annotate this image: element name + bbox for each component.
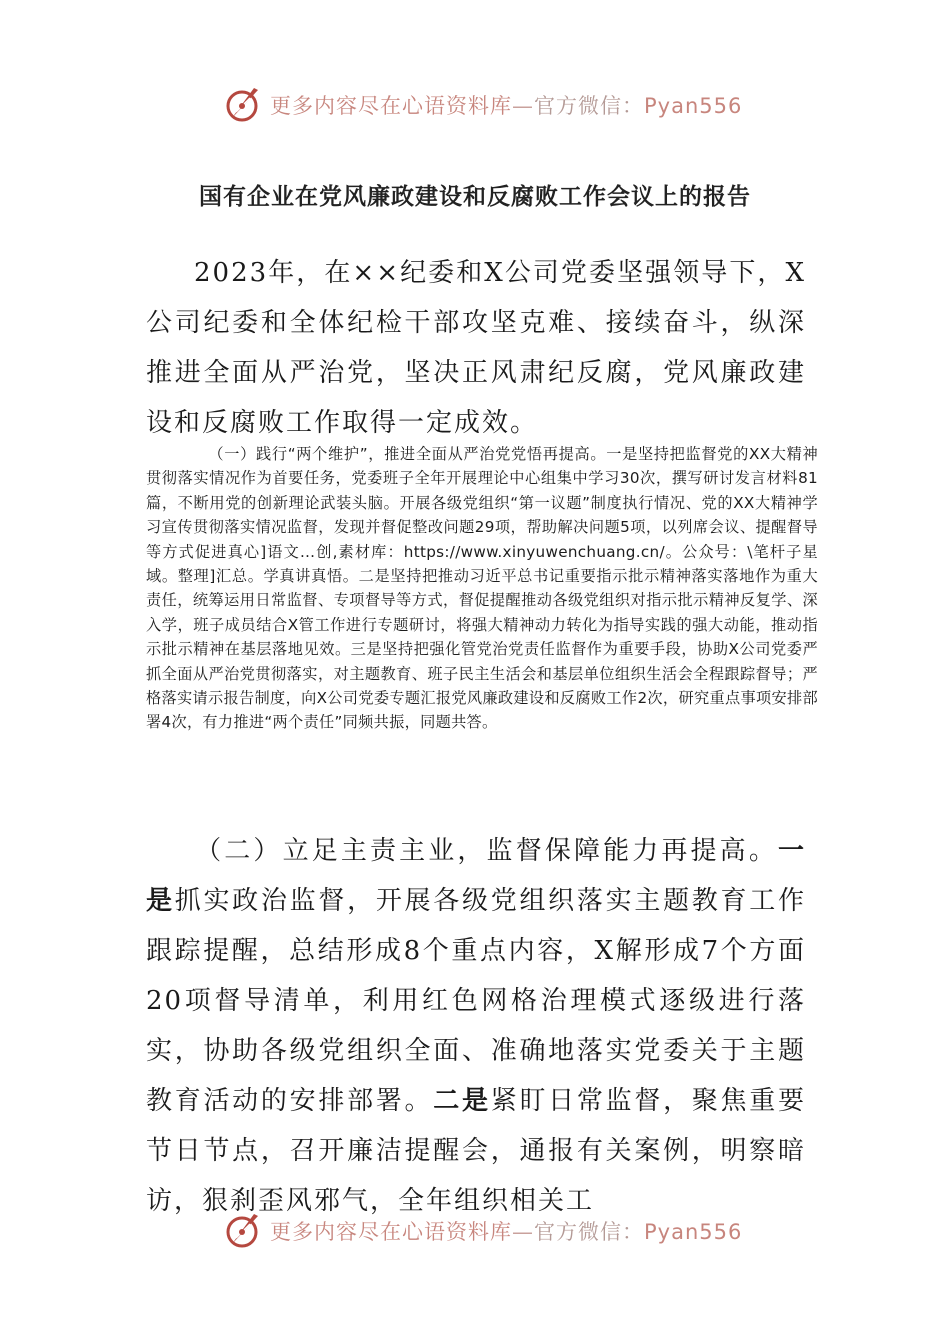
watermark-wechat-label: 官方微信：	[534, 1220, 644, 1244]
header-watermark-banner	[0, 80, 950, 128]
watermark-wechat-label: 官方微信：	[534, 94, 644, 118]
intro-paragraph	[146, 248, 806, 448]
watermark-dash: —	[512, 94, 534, 118]
intro-text: 2023年，在××纪委和X公司党委坚强领导下，X公司纪委和全体纪检干部攻坚克难、接续奋斗，纵深推进全面从严治党，坚决正风肃纪反腐，党风廉政建设和反腐败工作取得一定成效。	[146, 258, 806, 438]
watermark-text	[270, 1216, 742, 1246]
section-two-paragraph	[146, 826, 806, 1226]
section-two-heading: （二）立足主责主业，监督保障能力再提高。	[194, 836, 778, 866]
section-two-point-two: 二是	[433, 1086, 491, 1116]
watermark-account: Pyan556	[644, 1220, 743, 1244]
watermark-account: Pyan556	[644, 94, 743, 118]
section-two-text-a: 抓实政治监督，开展各级党组织落实主题教育工作跟踪提醒，总结形成8个重点内容，X解形成7个方面20项督导清单，利用红色网格治理模式逐级进行落实，协助各级党组织全面、准确地落实党委关于主题教育活动的安排部署。	[146, 886, 806, 1116]
document-title: 国有企业在党风廉政建设和反腐败工作会议上的报告	[199, 184, 751, 210]
watermark-site: 更多内容尽在心语资料库	[270, 1220, 512, 1244]
section-one-text: （一）践行“两个维护”，推进全面从严治党党悟再提高。一是坚持把监督党的XX大精神贯彻落实情况作为首要任务，党委班子全年开展理论中心组集中学习30次，撰写研讨发言材料81篇，不断用党的创新理论武装头脑。开展各级党组织“第一议题”制度执行情况、党的XX大精神学习宣传贯彻落实情况监督，发现并督促整改问题29项，帮助解决问题5项，以列席会议、提醒督导等方式促进真心]语文…创,素材库：https://www.xinyuwenchuang.cn/。公众号：\笔杆子星域。整理]汇总。学真讲真悟。二是坚持把推动习近平总书记重要指示批示精神落实落地作为重大责任，统筹运用日常监督、专项督导等方式，督促提醒推动各级党组织对指示批示精神反复学、深入学，班子成员结合X管工作进行专题研讨，将强大精神动力转化为指导实践的强大动能，推动指示批示精神在基层落地见效。三是坚持把强化管党治党责任监督作为重要手段，协助X公司党委严抓全面从严治党贯彻落实，对主题教育、班子民主生活会和基层单位组织生活会全程跟踪督导；严格落实请示报告制度，向X公司党委专题汇报党风廉政建设和反腐败工作2次，研究重点事项安排部署4次，有力推进“两个责任”同频共振，同题共答。	[146, 445, 818, 732]
watermark-site: 更多内容尽在心语资料库	[270, 94, 512, 118]
watermark-text	[270, 90, 742, 120]
watermark-dash: —	[512, 1220, 534, 1244]
quill-pen-logo-icon	[224, 84, 264, 124]
quill-pen-logo-icon	[224, 1210, 264, 1250]
footer-watermark-banner	[0, 1206, 950, 1254]
section-one-paragraph	[146, 442, 818, 735]
section-two-point-one: 一是	[146, 836, 806, 916]
section-two-text-b: 紧盯日常监督，聚焦重要节日节点，召开廉洁提醒会，通报有关案例，明察暗访，狠刹歪风邪气，全年组织相关工	[146, 1086, 806, 1216]
